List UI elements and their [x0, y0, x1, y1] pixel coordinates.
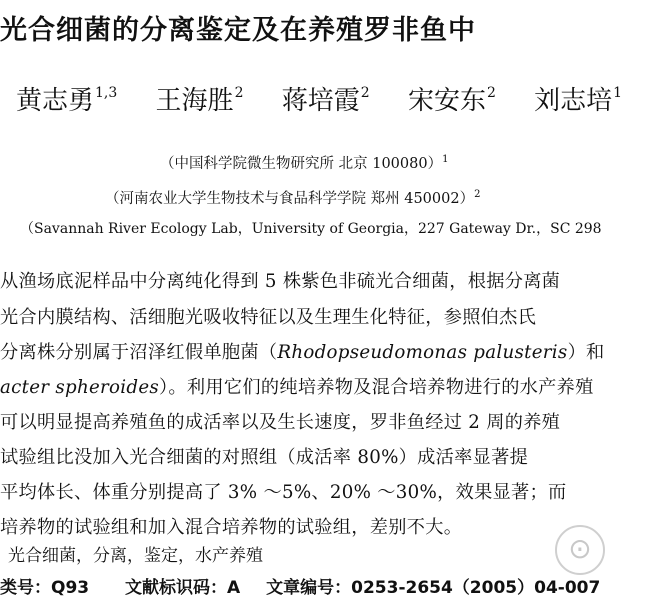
author-1: 黄志勇$^{1,3}$ — [16, 85, 118, 116]
author-3: 蒋培霞$^2$ — [281, 85, 370, 116]
clc-number: 类号：Q93 — [0, 578, 90, 598]
watermark-icon: ⊙ — [555, 525, 605, 575]
abstract-line: 平均体长、体重分别提高了 3% ～5%、20% ～30%，效果显著；而 — [0, 482, 567, 503]
keywords: 光合细菌，分离，鉴定，水产养殖 — [8, 546, 263, 566]
abstract-line: 可以明显提高养殖鱼的成活率以及生长速度，罗非鱼经过 2 周的养殖 — [0, 412, 561, 433]
abstract-line: 从渔场底泥样品中分离纯化得到 5 株紫色非硫光合细菌，根据分离菌 — [0, 271, 561, 292]
affiliation-3: （Savannah River Ecology Lab，University of Georgia，227 Gateway Dr.，SC 298 — [20, 221, 602, 237]
paper-title: 光合细菌的分离鉴定及在养殖罗非鱼中 — [0, 15, 476, 46]
document-code: 文献标识码：A — [125, 578, 241, 598]
abstract-line: 试验组比没加入光合细菌的对照组（成活率 80%）成活率显著提 — [0, 447, 529, 468]
affiliation-2: （河南农业大学生物技术与食品科学学院 郑州 450002）$^2$ — [105, 189, 481, 207]
author-5: 刘志培$^1$ — [534, 85, 623, 116]
abstract-line: 分离株分别属于沼泽红假单胞菌（Rhodopseudomonas palusteris）和 — [0, 342, 605, 363]
author-list — [16, 80, 652, 117]
author-4: 宋安东$^2$ — [407, 85, 496, 116]
abstract-line: acter spheroides）。利用它们的纯培养物及混合培养物进行的水产养殖 — [0, 377, 594, 398]
affiliation-1: （中国科学院微生物研究所 北京 100080）$^1$ — [160, 154, 449, 172]
species-name: acter spheroides — [0, 377, 160, 398]
article-number: 文章编号：0253-2654（2005）04-007 — [266, 578, 601, 598]
classification-line — [0, 573, 600, 598]
abstract-line: 光合内膜结构、活细胞光吸收特征以及生理生化特征，参照伯杰氏 — [0, 307, 537, 328]
species-name: Rhodopseudomonas palusteris — [277, 342, 568, 363]
author-2: 王海胜$^2$ — [155, 85, 244, 116]
abstract-line: 培养物的试验组和加入混合培养物的试验组，差别不大。 — [0, 517, 463, 538]
